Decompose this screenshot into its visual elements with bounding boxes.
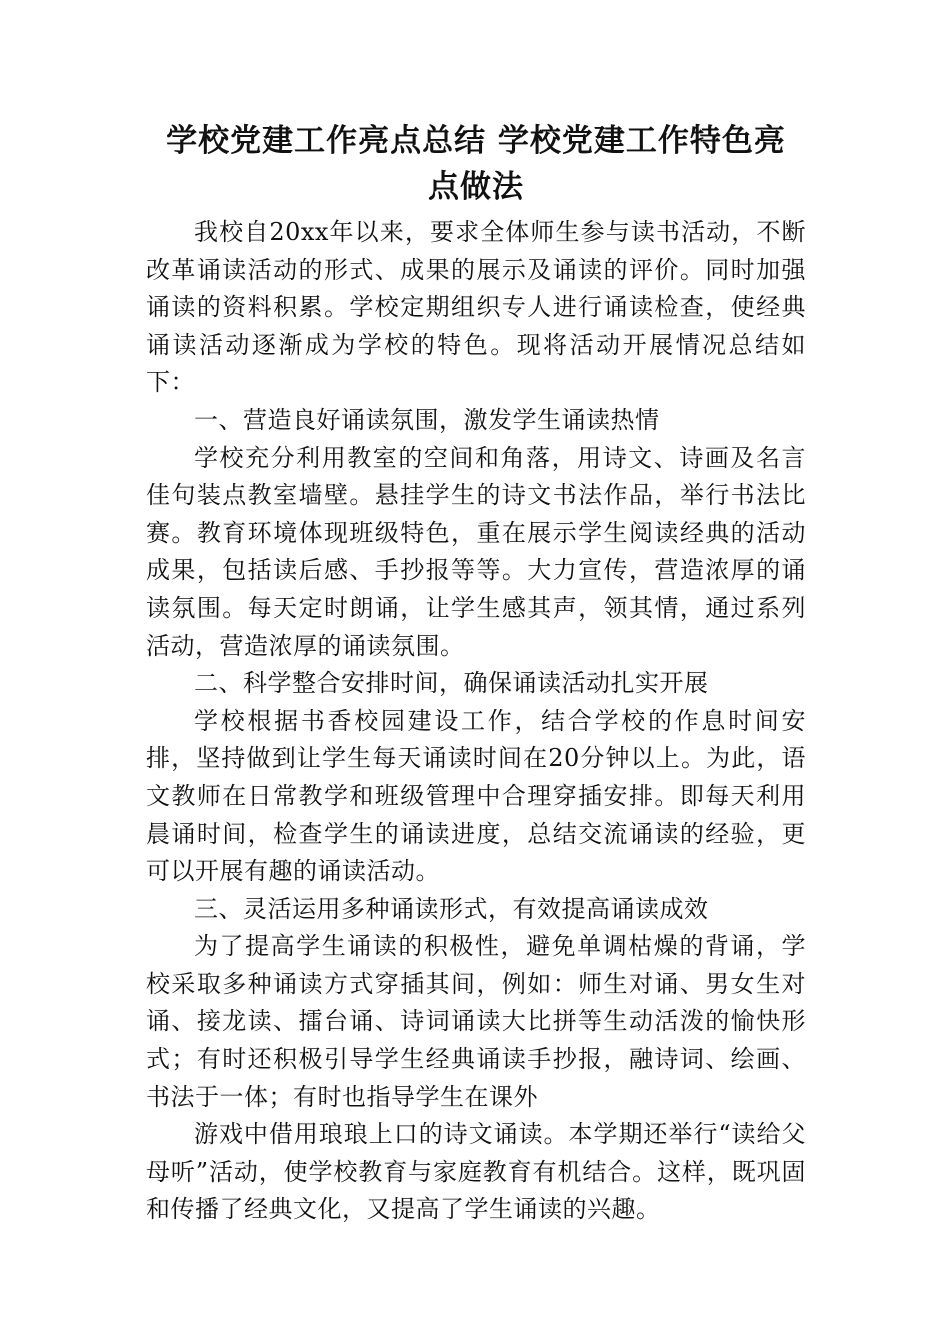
section-body-3: 为了提高学生诵读的积极性，避免单调枯燥的背诵，学校采取多种诵读方式穿插其间，例如：师生对诵、男女生对诵、接龙读、擂台诵、诗词诵读大比拼等生动活泼的愉快形式；有时还积极引导学生经典诵读手抄报，融诗词、绘画、书法于一体；有时也指导学生在课外 [146, 932, 806, 1111]
section-heading-1: 一、营造良好诵读氛围，激发学生诵读热情 [194, 405, 660, 434]
section-heading-3: 三、灵活运用多种诵读形式，有效提高诵读成效 [194, 894, 709, 923]
document-title [146, 118, 806, 210]
section-body-2: 学校根据书香校园建设工作，结合学校的作息时间安排，坚持做到让学生每天诵读时间在20分钟以上。为此，语文教师在日常教学和班级管理中合理穿插安排。即每天利用晨诵时间，检查学生的诵读进度，总结交流诵读的经验，更可以开展有趣的诵读活动。 [146, 706, 806, 886]
closing-paragraph: 游戏中借用琅琅上口的诗文诵读。本学期还举行“读给父母听”活动，使学校教育与家庭教育有机结合。这样，既巩固和传播了经典文化，又提高了学生诵读的兴趣。 [146, 1120, 806, 1224]
section-heading-2: 二、科学整合安排时间，确保诵读活动扎实开展 [194, 669, 709, 698]
document-page [146, 118, 806, 1229]
section-body-1: 学校充分利用教室的空间和角落，用诗文、诗画及名言佳句装点教室墙壁。悬挂学生的诗文书法作品，举行书法比赛。教育环境体现班级特色，重在展示学生阅读经典的活动成果，包括读后感、手抄报等等。大力宣传，营造浓厚的诵读氛围。每天定时朗诵，让学生感其声，领其情，通过系列活动，营造浓厚的诵读氛围。 [146, 443, 806, 660]
intro-paragraph: 我校自20xx年以来，要求全体师生参与读书活动，不断改革诵读活动的形式、成果的展示及诵读的评价。同时加强诵读的资料积累。学校定期组织专人进行诵读检查，使经典诵读活动逐渐成为学校的特色。现将活动开展情况总结如下： [146, 218, 806, 397]
title-line-2: 点做法 [428, 169, 524, 205]
title-line-1: 学校党建工作亮点总结 学校党建工作特色亮 [166, 123, 786, 159]
